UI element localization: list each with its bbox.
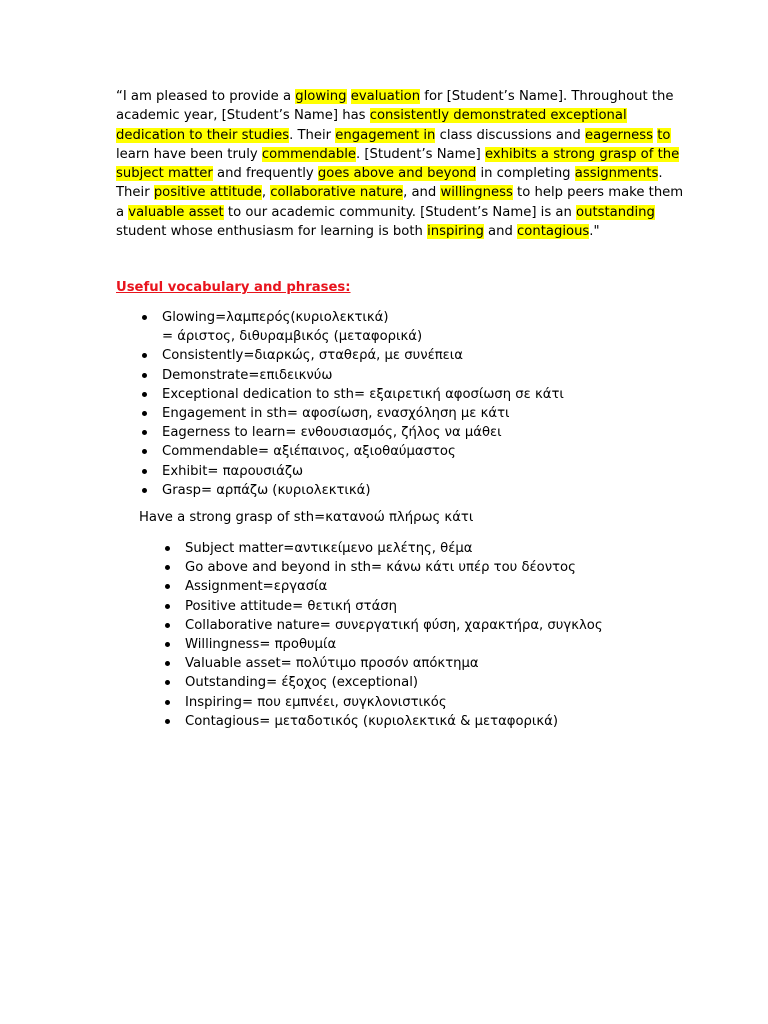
paragraph-text: , bbox=[261, 185, 271, 201]
list-item-text: Collaborative nature= συνεργατική φύση, χαρακτήρα, συγκλος bbox=[185, 617, 603, 633]
highlighted-phrase: to bbox=[657, 127, 671, 143]
highlighted-phrase: positive attitude bbox=[153, 185, 262, 201]
paragraph-line bbox=[116, 203, 656, 222]
bullet-icon bbox=[142, 411, 147, 416]
highlighted-phrase: valuable asset bbox=[128, 204, 224, 220]
paragraph-text: to help peers make them bbox=[512, 185, 684, 201]
paragraph-text: ." bbox=[589, 224, 600, 240]
highlighted-phrase: willingness bbox=[440, 185, 513, 201]
paragraph-text: class discussions and bbox=[435, 127, 585, 143]
list-item bbox=[162, 423, 564, 442]
bullet-icon bbox=[165, 584, 170, 589]
list-item bbox=[162, 385, 564, 404]
paragraph-text: . [Student’s Name] bbox=[356, 146, 485, 162]
list-item-text: Outstanding= έξοχος (exceptional) bbox=[185, 675, 419, 691]
bullet-icon bbox=[142, 488, 147, 493]
list-item-text: Commendable= αξιέπαινος, αξιοθαύμαστος bbox=[162, 444, 456, 460]
highlighted-phrase: exhibits a strong grasp of the bbox=[484, 146, 680, 162]
list-item-text: Willingness= προθυμία bbox=[185, 636, 337, 652]
highlighted-phrase: commendable bbox=[261, 146, 356, 162]
list-item bbox=[185, 616, 603, 635]
paragraph-text: Their bbox=[116, 185, 154, 201]
paragraph-line bbox=[116, 145, 680, 164]
bullet-icon bbox=[142, 315, 147, 320]
list-item-text: Glowing=λαμπερός(κυριολεκτικά) bbox=[162, 310, 389, 325]
list-item bbox=[185, 712, 603, 731]
list-item bbox=[185, 673, 603, 692]
list-item bbox=[162, 308, 564, 346]
list-item-text: Contagious= μεταδοτικός (κυριολεκτικά & μεταφορικά) bbox=[185, 713, 558, 729]
bullet-icon bbox=[142, 392, 147, 397]
paragraph-text: for [Student’s Name]. Throughout the bbox=[420, 89, 674, 104]
bullet-icon bbox=[165, 604, 170, 609]
list-item bbox=[162, 404, 564, 423]
paragraph-line bbox=[116, 87, 674, 106]
paragraph-line bbox=[116, 183, 684, 202]
bullet-icon bbox=[165, 661, 170, 666]
highlighted-phrase: glowing bbox=[295, 89, 347, 104]
list-item-text: Exhibit= παρουσιάζω bbox=[162, 463, 304, 479]
list-item bbox=[162, 442, 564, 461]
highlighted-phrase: eagerness bbox=[584, 127, 654, 143]
bullet-icon bbox=[142, 469, 147, 474]
paragraph-text: to our academic community. [Student’s Name] is an bbox=[223, 204, 577, 220]
list-item-continuation: = άριστος, διθυραμβικός (μεταφορικά) bbox=[162, 329, 423, 345]
highlighted-phrase: dedication to their studies bbox=[116, 127, 290, 143]
bullet-icon bbox=[142, 373, 147, 378]
list-item bbox=[162, 462, 564, 481]
paragraph-text: and frequently bbox=[212, 166, 318, 182]
list-item bbox=[162, 481, 564, 500]
bullet-icon bbox=[142, 353, 147, 358]
bullet-icon bbox=[165, 546, 170, 551]
highlighted-phrase: subject matter bbox=[116, 166, 213, 182]
list-item-text: Grasp= αρπάζω (κυριολεκτικά) bbox=[162, 482, 371, 498]
list-item-text: Demonstrate=επιδεικνύω bbox=[162, 367, 333, 383]
paragraph-text: and bbox=[483, 224, 518, 240]
list-item bbox=[185, 597, 603, 616]
list-item bbox=[162, 366, 564, 385]
paragraph-text: a bbox=[116, 204, 129, 220]
paragraph-text: , and bbox=[403, 185, 441, 201]
highlighted-phrase: engagement in bbox=[335, 127, 436, 143]
highlighted-phrase: consistently demonstrated exceptional bbox=[369, 108, 627, 124]
highlighted-phrase: contagious bbox=[517, 224, 590, 240]
paragraph-line bbox=[116, 222, 656, 241]
list-item-text: Engagement in sth= αφοσίωση, ενασχόληση με κάτι bbox=[162, 405, 510, 421]
list-item-text: Subject matter=αντικείμενο μελέτης, θέμα bbox=[185, 541, 473, 556]
list-item-text: Positive attitude= θετική στάση bbox=[185, 598, 397, 614]
paragraph-line bbox=[116, 164, 663, 183]
bullet-icon bbox=[165, 700, 170, 705]
list-item bbox=[185, 577, 603, 596]
vocabulary-heading: Useful vocabulary and phrases: bbox=[116, 280, 351, 295]
paragraph-text: academic year, [Student’s Name] has bbox=[116, 108, 370, 124]
highlighted-phrase: goes above and beyond bbox=[317, 166, 477, 182]
list-item bbox=[162, 346, 564, 365]
evaluation-paragraph bbox=[116, 87, 684, 241]
grasp-phrase: Have a strong grasp of sth=κατανοώ πλήρως κάτι bbox=[139, 510, 474, 525]
highlighted-phrase: outstanding bbox=[576, 204, 655, 220]
list-item-text: Eagerness to learn= ενθουσιασμός, ζήλος να μάθει bbox=[162, 425, 502, 441]
list-item-text: Go above and beyond in sth= κάνω κάτι υπέρ του δέοντος bbox=[185, 560, 576, 576]
list-item-text: Exceptional dedication to sth= εξαιρετική αφοσίωση σε κάτι bbox=[162, 386, 564, 402]
bullet-icon bbox=[165, 565, 170, 570]
paragraph-text: “I am pleased to provide a bbox=[116, 89, 296, 104]
list-item bbox=[185, 654, 603, 673]
list-item-text: Valuable asset= πολύτιμο προσόν απόκτημα bbox=[185, 656, 479, 672]
bullet-icon bbox=[142, 449, 147, 454]
bullet-icon bbox=[142, 430, 147, 435]
paragraph-text: . Their bbox=[289, 127, 336, 143]
list-item bbox=[185, 558, 603, 577]
highlighted-phrase: collaborative nature bbox=[270, 185, 404, 201]
highlighted-phrase: inspiring bbox=[427, 224, 484, 240]
list-item bbox=[185, 539, 603, 558]
list-item-text: Assignment=εργασία bbox=[185, 579, 328, 595]
list-item bbox=[185, 635, 603, 654]
paragraph-text: student whose enthusiasm for learning is both bbox=[116, 224, 428, 240]
bullet-icon bbox=[165, 642, 170, 647]
list-item-text: Inspiring= που εμπνέει, συγκλονιστικός bbox=[185, 694, 447, 710]
bullet-icon bbox=[165, 623, 170, 628]
paragraph-line bbox=[116, 126, 671, 145]
bullet-icon bbox=[165, 719, 170, 724]
list-item bbox=[185, 693, 603, 712]
highlighted-phrase: evaluation bbox=[350, 89, 421, 104]
vocabulary-list-2 bbox=[185, 539, 603, 731]
vocabulary-list-1 bbox=[162, 308, 564, 500]
highlighted-phrase: assignments bbox=[574, 166, 659, 182]
paragraph-text: . bbox=[658, 166, 663, 182]
bullet-icon bbox=[165, 680, 170, 685]
paragraph-line bbox=[116, 106, 656, 125]
paragraph-text: learn have been truly bbox=[116, 146, 262, 162]
list-item-text: Consistently=διαρκώς, σταθερά, με συνέπεια bbox=[162, 348, 463, 364]
paragraph-text: in completing bbox=[476, 166, 575, 182]
